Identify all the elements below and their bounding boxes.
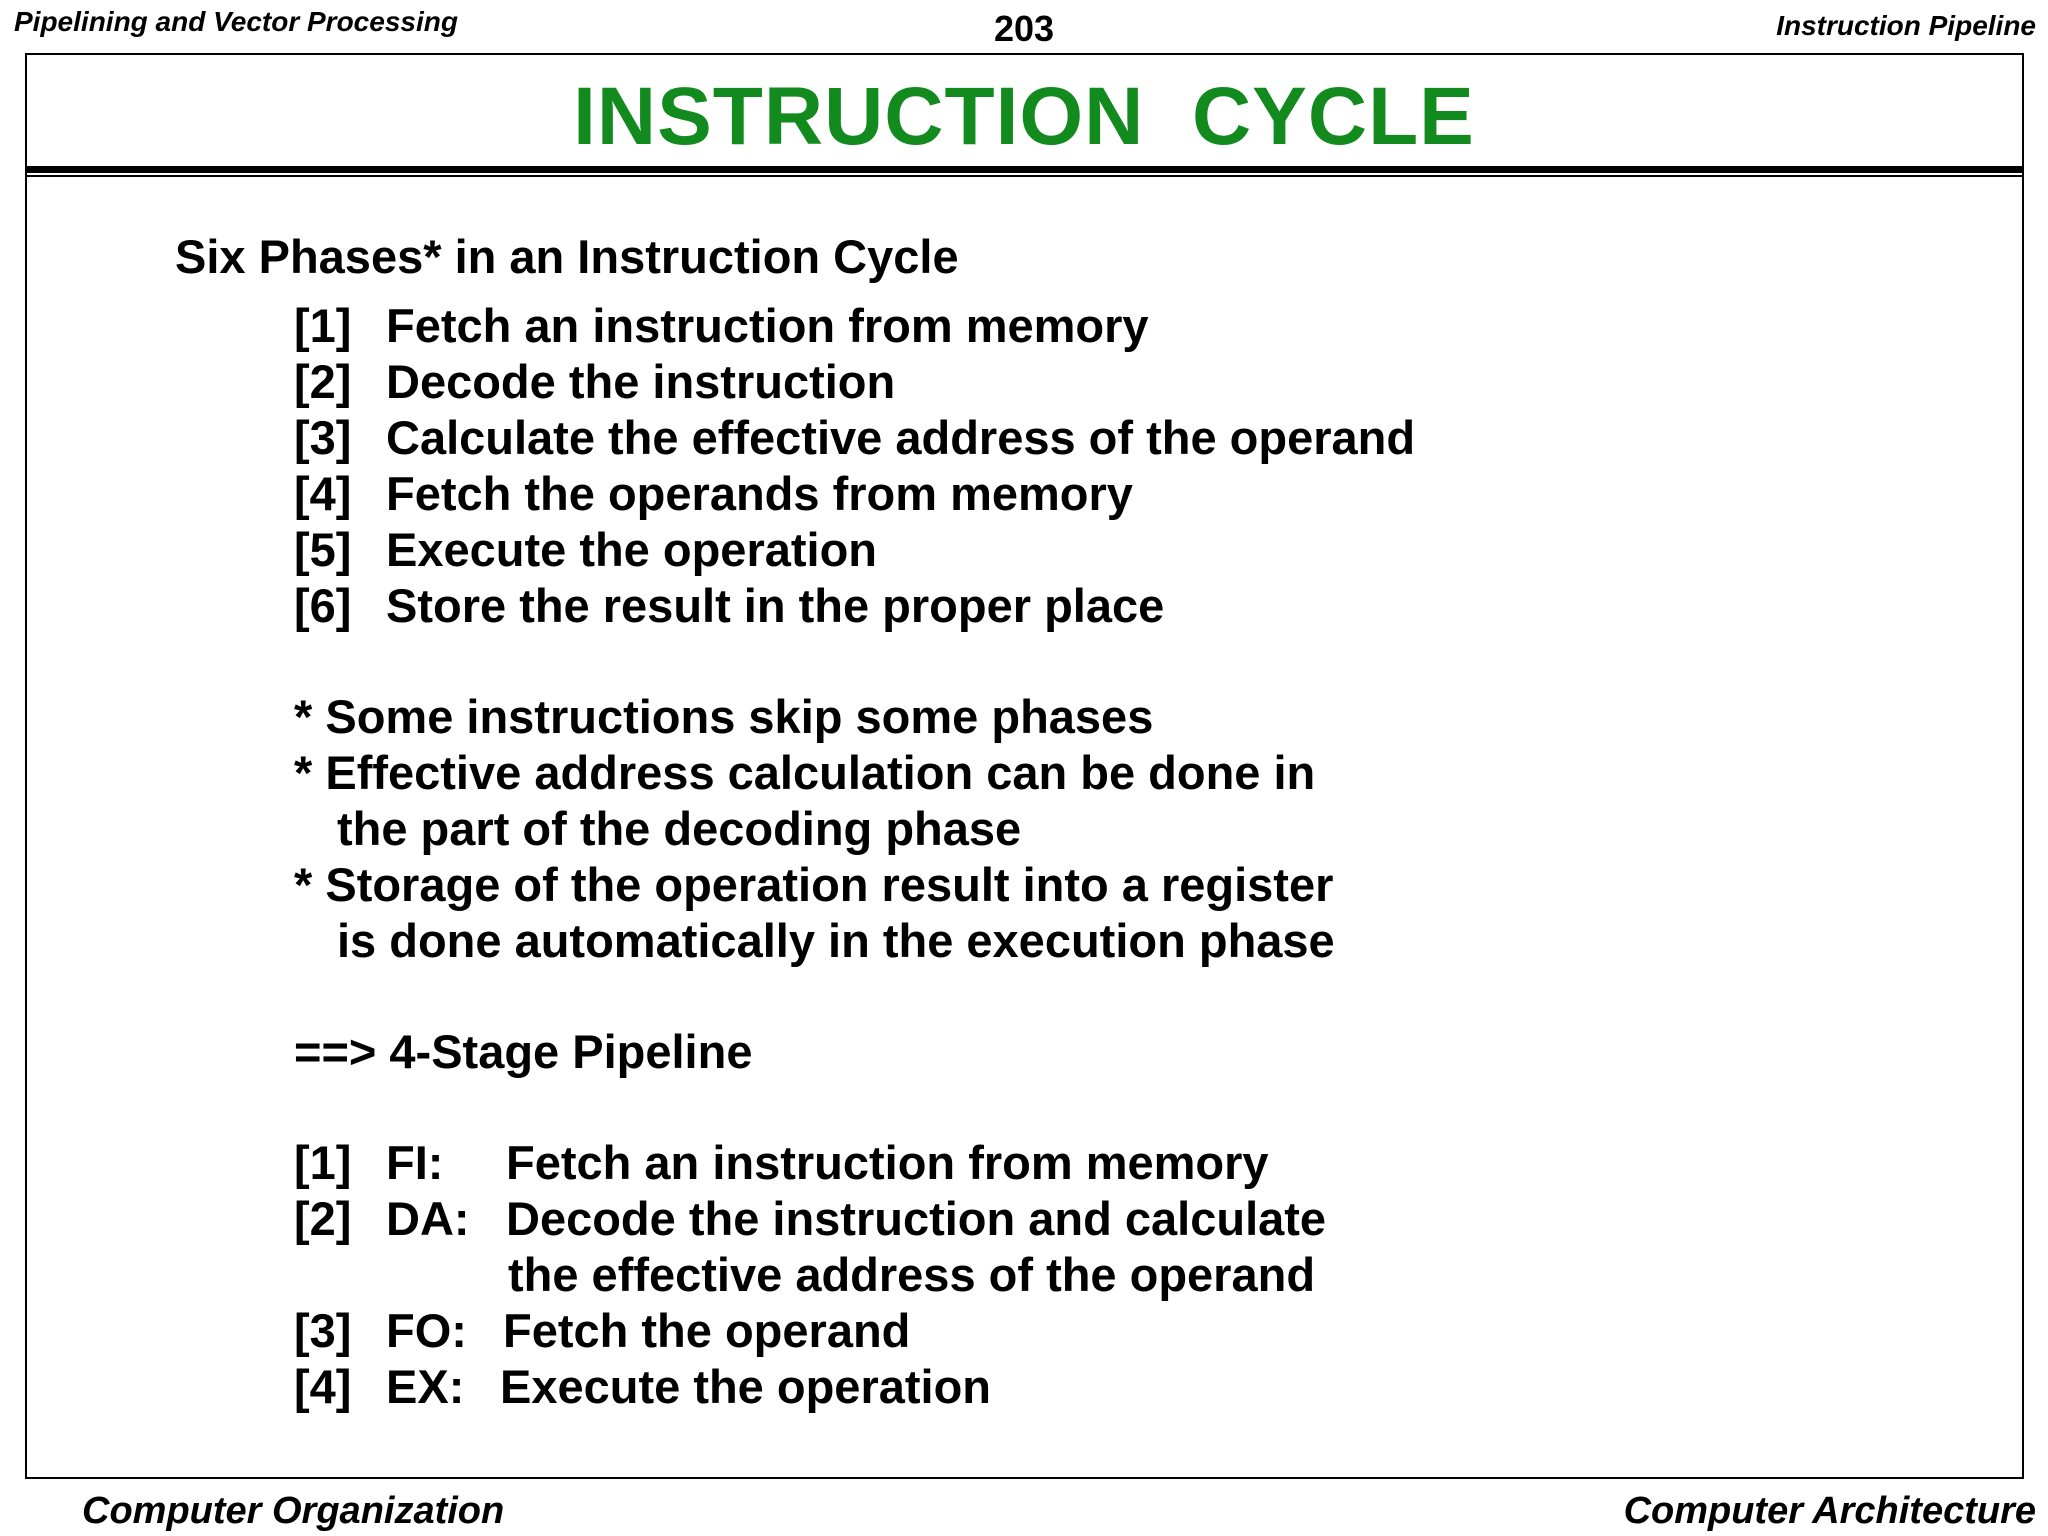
note-line-continuation: is done automatically in the execution phase [337, 914, 1335, 967]
footer-right: Computer Architecture [1623, 1490, 2036, 1532]
phase-number: [4] [294, 467, 352, 520]
stage-text: Execute the operation [500, 1360, 991, 1413]
stage-number: [4] [294, 1360, 352, 1413]
phases-heading: Six Phases* in an Instruction Cycle [175, 230, 959, 283]
phase-number: [3] [294, 411, 352, 464]
page-number: 203 [993, 8, 1055, 49]
stage-text: Decode the instruction and calculate [506, 1192, 1327, 1245]
stage-code: FO: [386, 1304, 467, 1357]
stage-number: [2] [294, 1192, 352, 1245]
pipeline-heading: ==> 4-Stage Pipeline [294, 1025, 753, 1078]
phase-text: Execute the operation [386, 523, 877, 576]
note-line-continuation: the part of the decoding phase [337, 802, 1022, 855]
stage-code: DA: [386, 1192, 470, 1245]
phase-text: Decode the instruction [386, 355, 896, 408]
title-divider-thin [25, 175, 2024, 177]
phase-number: [2] [294, 355, 352, 408]
phase-text: Store the result in the proper place [386, 579, 1165, 632]
stage-code: EX: [386, 1360, 465, 1413]
stage-code: FI: [386, 1136, 444, 1189]
note-line: * Storage of the operation result into a register [294, 858, 1334, 911]
footer-left: Computer Organization [82, 1490, 505, 1532]
stage-text: Fetch the operand [503, 1304, 911, 1357]
title-divider-thick [25, 166, 2024, 173]
slide-title: INSTRUCTION CYCLE [573, 71, 1475, 162]
phase-number: [1] [294, 299, 352, 352]
phase-text: Calculate the effective address of the operand [386, 411, 1416, 464]
stage-number: [1] [294, 1136, 352, 1189]
header-left-course: Pipelining and Vector Processing [14, 6, 458, 37]
phase-number: [6] [294, 579, 352, 632]
stage-text-continuation: the effective address of the operand [508, 1248, 1316, 1301]
phase-text: Fetch the operands from memory [386, 467, 1133, 520]
stage-text: Fetch an instruction from memory [506, 1136, 1269, 1189]
stage-number: [3] [294, 1304, 352, 1357]
header-right-topic: Instruction Pipeline [1776, 10, 2036, 41]
phase-number: [5] [294, 523, 352, 576]
phase-text: Fetch an instruction from memory [386, 299, 1149, 352]
note-line: * Some instructions skip some phases [294, 690, 1154, 743]
note-line: * Effective address calculation can be done in [294, 746, 1316, 799]
